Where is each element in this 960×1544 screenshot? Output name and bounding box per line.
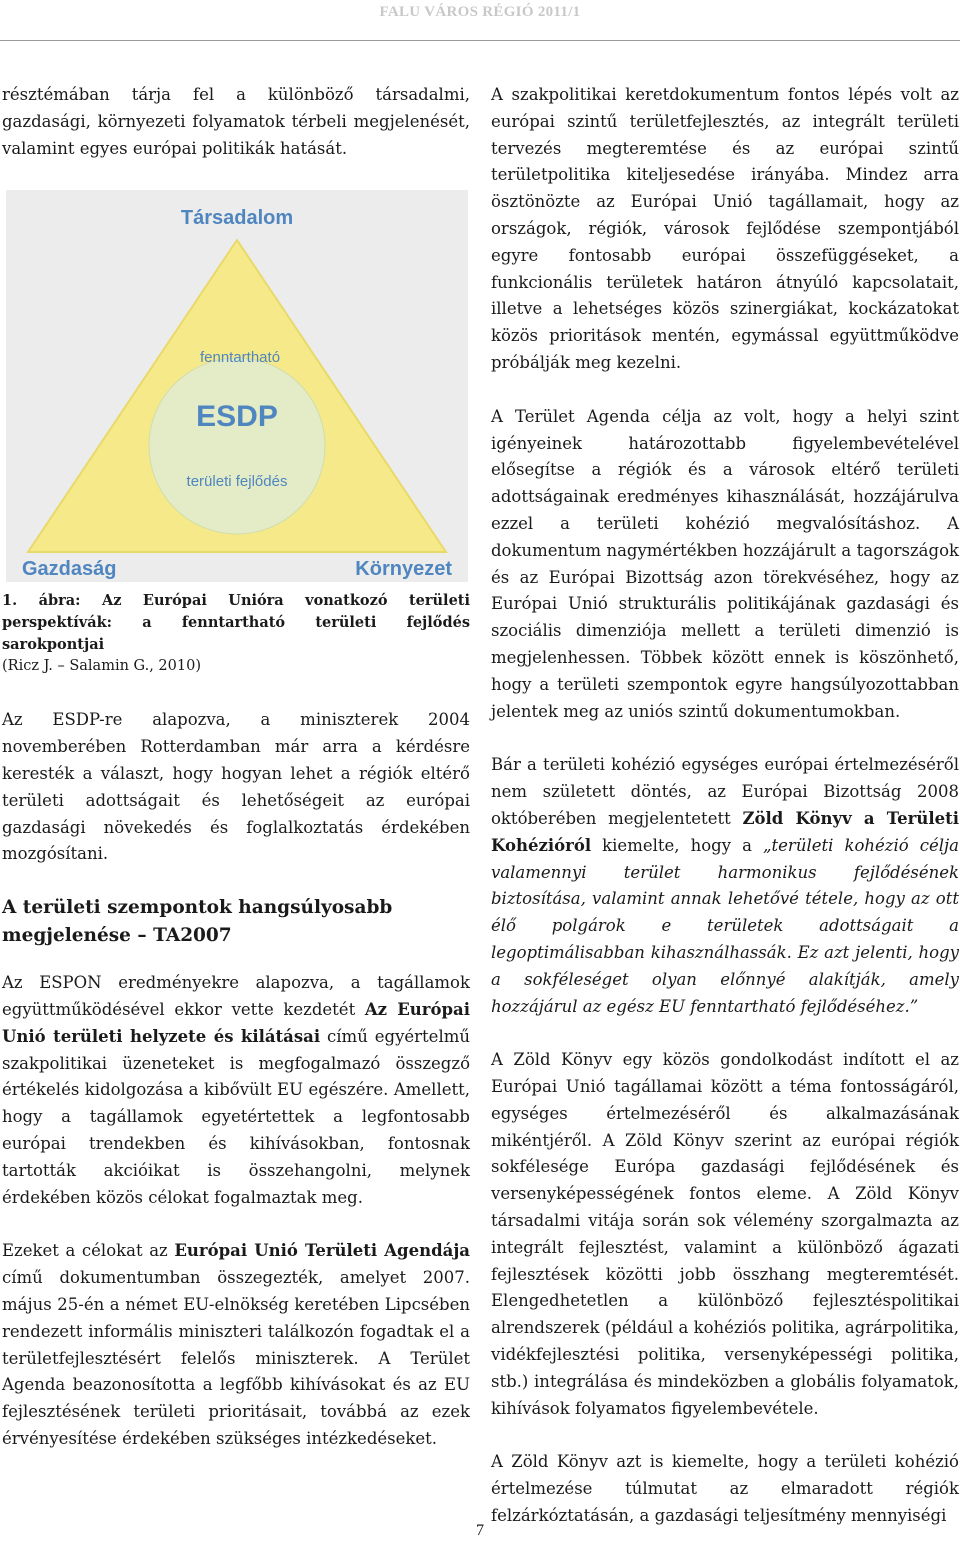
paragraph-agenda (2, 1238, 470, 1452)
rp3-text-a: Bár a területi kohézió egységes európai értelmezéséről nem született döntés, az Európai Bizottság 2008 októberében megjelentetett (491, 755, 959, 828)
right-column (491, 82, 959, 1530)
label-teruleti-fejlodes: területi fejlődés (186, 473, 288, 491)
label-esdp: ESDP (196, 400, 278, 434)
page-number: 7 (476, 1522, 484, 1539)
paragraph-zold-konyv-kiemelte: A Zöld Könyv azt is kiemelte, hogy a területi kohézió értelmezése túlmutat az elmaradott régiók felzárkóztatásán, a gazdasági teljesítmény mennyiségi (491, 1452, 959, 1526)
paragraph-zold-konyv-intro (491, 752, 959, 1020)
p3-text-a: Ezeket a célokat az (2, 1241, 175, 1261)
esdp-figure (6, 190, 468, 582)
figure-caption (2, 590, 470, 677)
caption-number: 1. ábra: (2, 592, 81, 610)
label-tarsadalom: Társadalom (180, 207, 294, 230)
p2-text-a: Az ESPON eredményekre alapozva, a tagállamok együttműködésével ekkor vette kezdetét (2, 973, 470, 1019)
p2-text-c: című egyértelmű szakpolitikai üzeneteket is megfogalmazó összegző értékelés kidolgozása a kibővült EU egészére. Amellett, hogy a tagállamok egyetértettek a legfontosabb európai trendekben és kihívásokban, fontosnak tartották akcióikat is összehangolni, melynek érdekében közös célokat fogalmaztak meg. (2, 1026, 470, 1207)
caption-source: (Ricz J. – Salamin G., 2010) (2, 658, 201, 675)
caption-text: Az Európai Unióra vonatkozó területi perspektívák: a fenntartható területi fejlődés sarokpontjai (2, 592, 470, 654)
esdp-diagram (6, 190, 468, 582)
paragraph-zold-konyv-vita: A Zöld Könyv egy közös gondolkodást indított el az Európai Unió tagállamai között a téma fontosságáról, egységes értelmezéséről és alkalmazásának mikéntjéről. A Zöld Könyv szerint az európai régiók sokfélesége Európa gazdasági fejlődésének és versenyképességének fontos eleme. A Zöld Könyv társadalmi vitája során sok vélemény szorgalmazta az integrált fejlesztést, valamint a különböző ágazati fejlesztések közötti jobb összhang megteremtését. Elengedhetetlen a különböző fejlesztéspolitikai alrendszerek (például a kohéziós politika, agrárpolitika, vidékfejlesztési politika, versenyképességi politika, stb.) integrálása és mindeközben a globális folyamatok, kihívások folyamatos figyelembevétele. (491, 1050, 959, 1418)
label-gazdasag: Gazdaság (22, 558, 117, 581)
center-circle (149, 358, 325, 534)
rp3-text-c: kiemelte, hogy a (591, 835, 763, 855)
p2-bold-title: Az Európai Unió területi helyzete és kilátásai (2, 999, 470, 1046)
section-heading: A területi szempontok hangsúlyosabb megjelenése – TA2007 (2, 897, 393, 947)
paragraph-esdp: Az ESDP-re alapozva, a miniszterek 2004 novemberében Rotterdamban már arra a kérdésre keresték a választ, hogy hogyan lehet a régiók eltérő területi adottságait és lehetőségeit az európai gazdasági növekedés és foglalkoztatás érdekében mozgósítani. (2, 710, 470, 864)
paragraph-keretdokumentum: A szakpolitikai keretdokumentum fontos lépés volt az európai szintű területfejlesztés, az integrált területi tervezés megteremtése és az európai szintű területpolitika kiteljesedése irányába. Mindez arra ösztönözte az Európai Unió tagállamait, hogy az országok, régiók, városok fejlődése szempontjából egyre fontosabb európai összefüggéseket, a funkcionális területek határon átnyúló kapcsolatait, illetve a lehetséges közös szinergiákat, kockázatokat közös prioritások mentén, egymással együttműködve próbálják meg kezelni. (491, 85, 959, 372)
rp3-bold-title: Zöld Könyv a Területi Kohézióról (491, 808, 959, 855)
intro-paragraph: résztémában tárja fel a különböző társadalmi, gazdasági, környezeti folyamatok térbeli megjelenését, valamint egyes európai politikák hatását. (2, 85, 470, 158)
p3-text-c: című dokumentumban összegezték, amelyet 2007. május 25-én a német EU-elnökség keretében Lipcsében rendezett informális miniszteri találkozón fogadtak el a területfejlesztésért felelős miniszterek. A Terület Agenda beazonosította a legfőbb kihívásokat és az EU fejlesztésének területi prioritásait, továbbá az ezek érvényesítése érdekében szükséges intézkedéseket. (2, 1268, 470, 1448)
running-title: FALU VÁROS RÉGIÓ 2011/1 (379, 4, 581, 20)
rp3-quote: „területi kohézió célja valamennyi terület harmonikus fejlődésének biztosítása, valamint annak lehetővé tétele, hogy az ott élő polgárok e területek adottságait a legoptimálisabban kihasználhassák. Ez azt jelenti, hogy a sokféleséget olyan előnnyé alakítják, amely hozzájárul az egész EU fenntartható fejlődéséhez.” (491, 835, 959, 1016)
p3-bold-title: Európai Unió Területi Agendája (174, 1241, 470, 1261)
header-rule (0, 40, 960, 41)
label-kornyezet: Környezet (355, 558, 452, 581)
left-column (2, 82, 470, 1453)
label-fenntarthato: fenntartható (199, 349, 281, 367)
paragraph-espon (2, 970, 470, 1211)
paragraph-terulet-agenda: A Terület Agenda célja az volt, hogy a helyi szint igényeinek határozottabb figyelembevételével elősegítse a régiók és a városok eltérő területi adottságainak eredményes kihasználását, hozzájárulva ezzel a területi kohézió megvalósításhoz. A dokumentum nagymértékben hozzájárult a tagországok és az Európai Bizottság azon törekvéséhez, hogy az Európai Unió strukturális politikájának gazdasági és szociális dimenziója mellett a területi dimenzió is megjelenhessen. Többek között ennek is köszönhető, hogy a területi szempontok egyre hangsúlyozottabban jelentek meg az uniós szintű dokumentumokban. (491, 406, 959, 721)
